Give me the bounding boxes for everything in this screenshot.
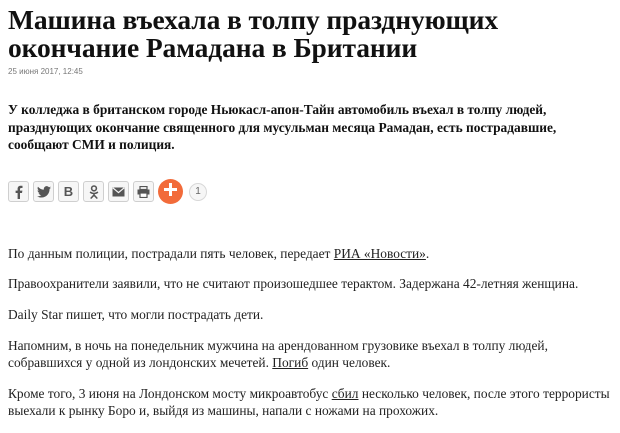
- mail-icon: [112, 187, 125, 197]
- paragraph-text: Кроме того, 3 июня на Лондонском мосту микроавтобус: [8, 385, 332, 401]
- share-twitter-button[interactable]: [33, 181, 54, 202]
- share-count-badge: 1: [189, 183, 207, 201]
- body-paragraph-2: Правоохранители заявили, что не считают произошедшее терактом. Задержана 42-летняя женщина.: [8, 275, 579, 291]
- share-odnoklassniki-button[interactable]: [83, 181, 104, 202]
- share-facebook-button[interactable]: [8, 181, 29, 202]
- paragraph-text: один человек.: [308, 354, 391, 370]
- body-paragraph-4: [8, 337, 613, 371]
- article-date: 25 июня 2017, 12:45: [8, 67, 83, 76]
- share-email-button[interactable]: [108, 181, 129, 202]
- paragraph-text: несколько человек, после этого террористы выехали к рынку Боро и, выйдя из машины, напали с ножами на прохожих.: [8, 385, 610, 418]
- paragraph-text: По данным полиции, пострадали пять человек, передает: [8, 245, 334, 261]
- article-headline: Машина въехала в толпу празднующих окончание Рамадана в Британии: [8, 4, 499, 63]
- body-paragraph-5: [8, 385, 613, 419]
- plus-icon: [164, 183, 177, 201]
- facebook-icon: [14, 185, 23, 199]
- share-bar: [8, 179, 613, 205]
- sbil-link[interactable]: сбил: [331, 385, 359, 401]
- share-vk-button[interactable]: [58, 181, 79, 202]
- article: [8, 0, 613, 433]
- share-more-button[interactable]: [158, 179, 183, 204]
- odnoklassniki-icon: [89, 185, 99, 199]
- article-body: [8, 245, 613, 419]
- print-icon: [137, 186, 150, 198]
- article-lead: У колледжа в британском городе Ньюкасл-апон-Тайн автомобиль въехал в толпу людей, празднующих окончание священного для мусульман месяца Рамадан, есть пострадавшие, сообщают СМИ и полиция.: [8, 102, 557, 152]
- body-paragraph-3: Daily Star пишет, что могли пострадать дети.: [8, 306, 264, 322]
- ria-novosti-link[interactable]: РИА «Новости»: [333, 245, 426, 261]
- share-print-button[interactable]: [133, 181, 154, 202]
- twitter-icon: [37, 186, 51, 198]
- pogib-link[interactable]: Погиб: [272, 354, 309, 370]
- body-paragraph-1: [8, 245, 613, 262]
- vk-icon: В: [63, 184, 74, 199]
- paragraph-text: Напомним, в ночь на понедельник мужчина на арендованном грузовике въехал в толпу людей, собравшихся у одной из лондонских мечетей.: [8, 337, 548, 370]
- paragraph-text: .: [425, 245, 430, 261]
